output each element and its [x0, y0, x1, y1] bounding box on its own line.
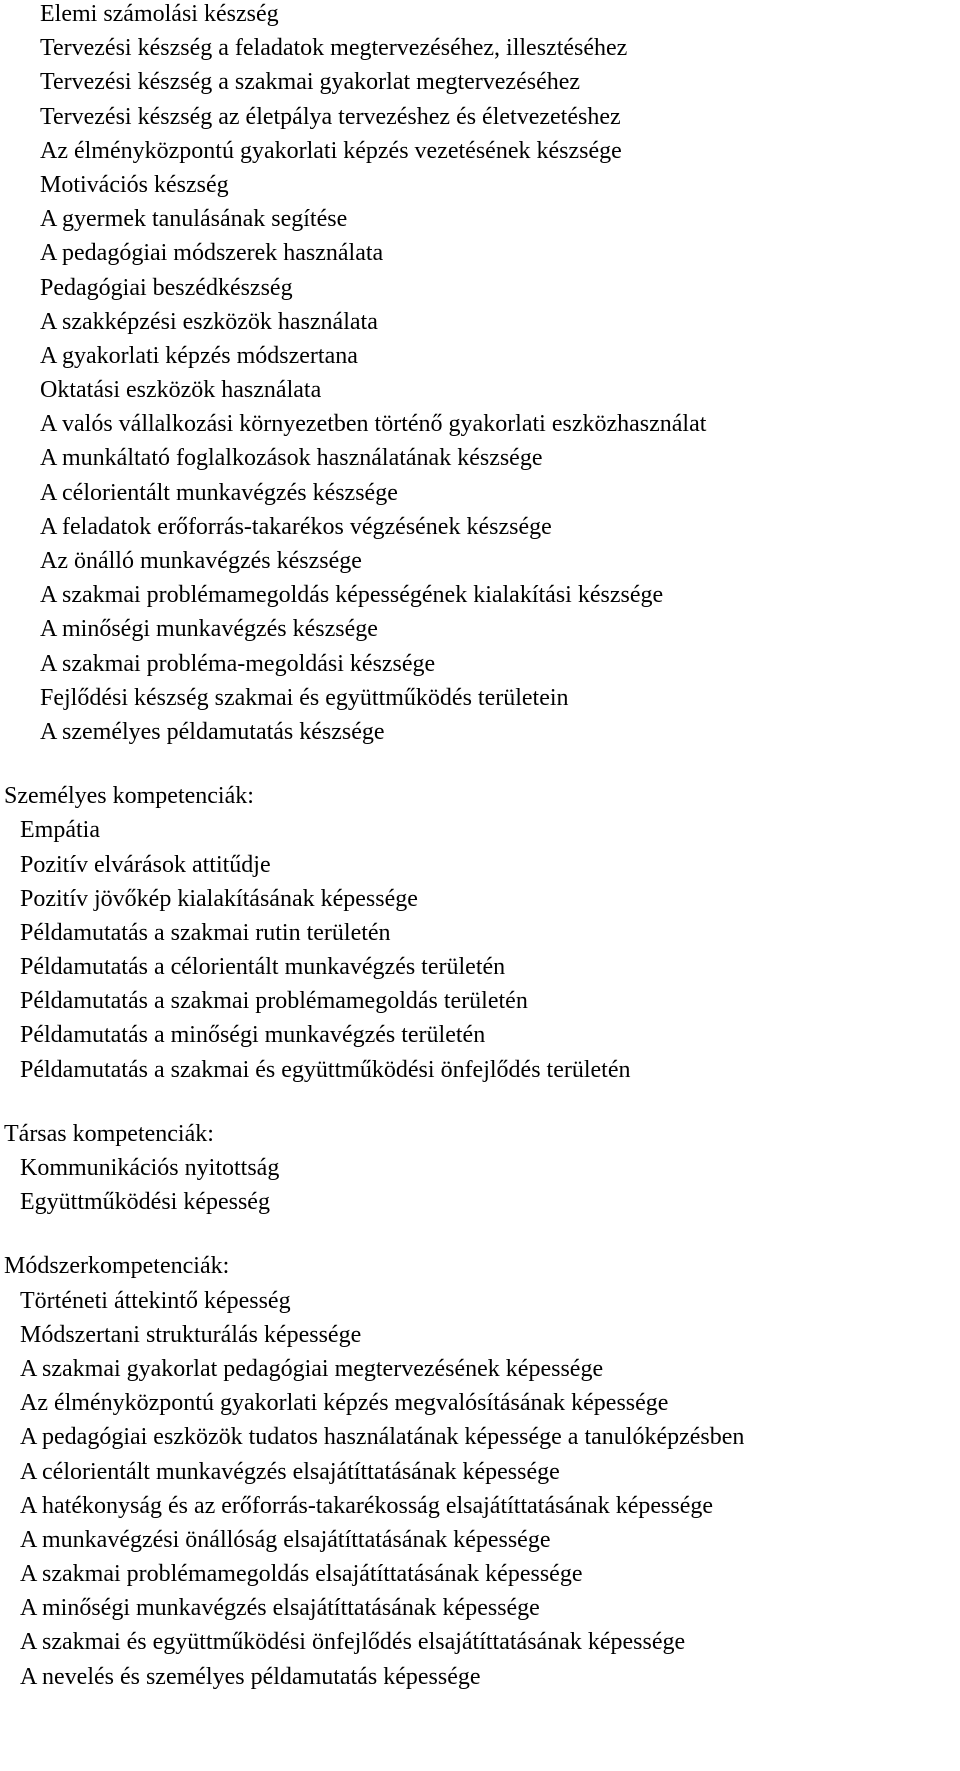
competency-item: Példamutatás a minőségi munkavégzés területén: [20, 1022, 486, 1049]
skill-item: A szakmai probléma-megoldási készsége: [40, 650, 436, 677]
competency-item: A hatékonyság és az erőforrás-takarékosság elsajátíttatásának képessége: [20, 1492, 714, 1519]
competency-item: Empátia: [20, 817, 100, 844]
competency-item: Pozitív elvárások attitűdje: [20, 851, 271, 878]
competency-item: Pozitív jövőkép kialakításának képessége: [20, 885, 418, 912]
section-heading: Személyes kompetenciák:: [4, 783, 254, 810]
competency-item: A célorientált munkavégzés elsajátíttatásának képessége: [20, 1458, 560, 1485]
competency-item: Módszertani strukturálás képessége: [20, 1321, 362, 1348]
skill-item: A minőségi munkavégzés készsége: [40, 616, 378, 643]
competency-item: Példamutatás a szakmai és együttműködési önfejlődés területén: [20, 1056, 631, 1083]
skill-item: Elemi számolási készség: [40, 1, 279, 27]
competency-item: A munkavégzési önállóság elsajátíttatásának képessége: [20, 1526, 551, 1553]
competency-item: A szakmai és együttműködési önfejlődés elsajátíttatásának képessége: [20, 1629, 686, 1656]
skill-item: A valós vállalkozási környezetben történő gyakorlati eszközhasználat: [40, 411, 707, 438]
skill-item: A pedagógiai módszerek használata: [40, 240, 384, 267]
competency-item: Együttműködési képesség: [20, 1189, 270, 1216]
skill-item: Fejlődési készség szakmai és együttműködés területein: [40, 684, 569, 711]
skill-item: A munkáltató foglalkozások használatának készsége: [40, 445, 543, 472]
skill-item: A gyermek tanulásának segítése: [40, 206, 348, 233]
social-competencies-section: [0, 1117, 960, 1220]
competency-item: Történeti áttekintő képesség: [20, 1287, 291, 1314]
skill-item: Oktatási eszközök használata: [40, 377, 322, 404]
skill-item: Az élményközpontú gyakorlati képzés vezetésének készsége: [40, 137, 622, 164]
competency-item: A szakmai problémamegoldás elsajátíttatásának képessége: [20, 1561, 583, 1588]
skill-item: Tervezési készség az életpálya tervezéshez és életvezetéshez: [40, 103, 621, 130]
skill-item: Tervezési készség a feladatok megtervezéséhez, illesztéséhez: [40, 35, 628, 62]
skill-item: A szakmai problémamegoldás képességének kialakítási készsége: [40, 582, 664, 609]
competency-item: A nevelés és személyes példamutatás képessége: [20, 1663, 481, 1690]
personal-competencies-section: [0, 779, 960, 1087]
skill-item: A célorientált munkavégzés készsége: [40, 479, 398, 506]
section-heading: Társas kompetenciák:: [4, 1120, 214, 1147]
skill-item: Tervezési készség a szakmai gyakorlat megtervezéséhez: [40, 69, 581, 96]
competency-item: A szakmai gyakorlat pedagógiai megtervezésének képessége: [20, 1355, 604, 1382]
skill-item: A szakképzési eszközök használata: [40, 308, 378, 335]
skill-item: A személyes példamutatás készsége: [40, 718, 385, 745]
competency-item: Példamutatás a célorientált munkavégzés területén: [20, 954, 506, 981]
competency-item: Az élményközpontú gyakorlati képzés megvalósításának képessége: [20, 1390, 669, 1417]
method-competencies-section: [0, 1249, 960, 1693]
competency-item: Példamutatás a szakmai problémamegoldás területén: [20, 988, 528, 1015]
skill-item: Pedagógiai beszédkészség: [40, 274, 293, 301]
competency-item: A pedagógiai eszközök tudatos használatának képessége a tanulóképzésben: [20, 1424, 745, 1451]
section-heading: Módszerkompetenciák:: [4, 1253, 230, 1280]
skills-list: [0, 0, 960, 749]
skill-item: Motivációs készség: [40, 171, 229, 198]
skill-item: A feladatok erőforrás-takarékos végzésének készsége: [40, 513, 552, 540]
competency-item: A minőségi munkavégzés elsajátíttatásának képessége: [20, 1595, 540, 1622]
competency-item: Kommunikációs nyitottság: [20, 1155, 280, 1181]
competency-item: Példamutatás a szakmai rutin területén: [20, 919, 391, 946]
skill-item: A gyakorlati képzés módszertana: [40, 342, 358, 369]
skill-item: Az önálló munkavégzés készsége: [40, 548, 362, 574]
